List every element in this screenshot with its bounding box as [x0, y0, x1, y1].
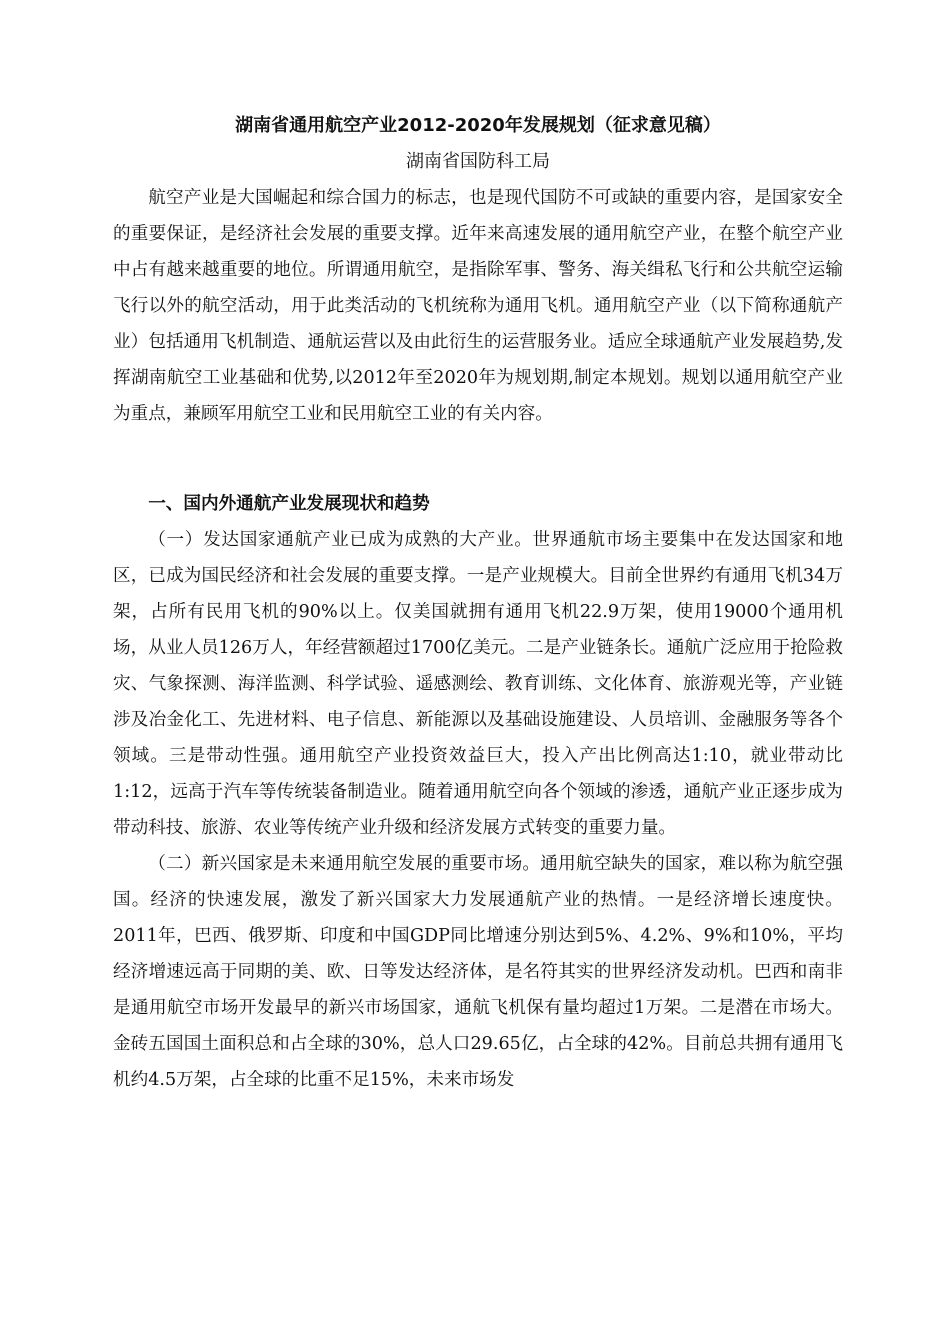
intro-paragraph: 航空产业是大国崛起和综合国力的标志，也是现代国防不可或缺的重要内容，是国家安全的重要保证，是经济社会发展的重要支撑。近年来高速发展的通用航空产业，在整个航空产业中占有越来越重要的地位。所谓通用航空，是指除军事、警务、海关缉私飞行和公共航空运输飞行以外的航空活动，用于此类活动的飞机统称为通用飞机。通用航空产业（以下简称通航产业）包括通用飞机制造、通航运营以及由此衍生的运营服务业。适应全球通航产业发展趋势,发挥湖南航空工业基础和优势,以2012年至2020年为规划期,制定本规划。规划以通用航空产业为重点，兼顾军用航空工业和民用航空工业的有关内容。: [113, 188, 843, 424]
body-paragraph-1: （一）发达国家通航产业已成为成熟的大产业。世界通航市场主要集中在发达国家和地区，已成为国民经济和社会发展的重要支撑。一是产业规模大。目前全世界约有通用飞机34万架，占所有民用飞机的90%以上。仅美国就拥有通用飞机22.9万架，使用19000个通用机场，从业人员126万人，年经营额超过1700亿美元。二是产业链条长。通航广泛应用于抢险救灾、气象探测、海洋监测、科学试验、遥感测绘、教育训练、文化体育、旅游观光等，产业链涉及冶金化工、先进材料、电子信息、新能源以及基础设施建设、人员培训、金融服务等各个领域。三是带动性强。通用航空产业投资效益巨大，投入产出比例高达1:10，就业带动比1:12，远高于汽车等传统装备制造业。随着通用航空向各个领域的渗透，通航产业正逐步成为带动科技、旅游、农业等传统产业升级和经济发展方式转变的重要力量。: [113, 530, 843, 838]
section-heading: 一、国内外通航产业发展现状和趋势: [148, 494, 430, 514]
document-page: [113, 108, 843, 1098]
document-title: 湖南省通用航空产业2012-2020年发展规划（征求意见稿）: [235, 115, 721, 136]
body-paragraph-2: （二）新兴国家是未来通用航空发展的重要市场。通用航空缺失的国家，难以称为航空强国。经济的快速发展，激发了新兴国家大力发展通航产业的热情。一是经济增长速度快。2011年，巴西、俄罗斯、印度和中国GDP同比增速分别达到5%、4.2%、9%和10%，平均经济增速远高于同期的美、欧、日等发达经济体，是名符其实的世界经济发动机。巴西和南非是通用航空市场开发最早的新兴市场国家，通航飞机保有量均超过1万架。二是潜在市场大。金砖五国国土面积总和占全球的30%，总人口29.65亿，占全球的42%。目前总共拥有通用飞机约4.5万架，占全球的比重不足15%，未来市场发: [113, 854, 843, 1090]
document-author: 湖南省国防科工局: [406, 151, 550, 172]
